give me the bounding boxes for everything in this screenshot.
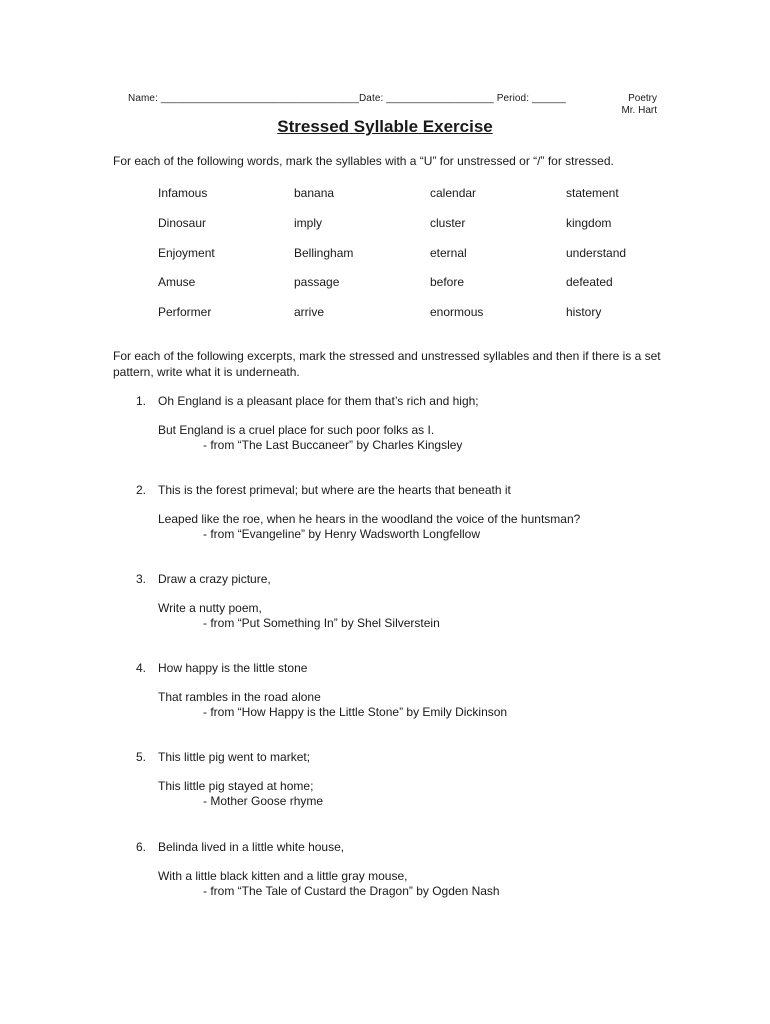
excerpt-line-1: Draw a crazy picture, [158, 572, 271, 586]
word-cell: imply [294, 215, 323, 230]
word-cell: banana [294, 186, 335, 200]
word-cell: statement [566, 186, 619, 200]
excerpt-source: - from “Evangeline” by Henry Wadsworth Longfellow [203, 527, 481, 541]
word-cell: Infamous [158, 186, 208, 200]
excerpt-source: - from “The Tale of Custard the Dragon” by Ogden Nash [203, 884, 500, 898]
course-name: Poetry [628, 93, 657, 104]
word-cell: history [566, 305, 602, 320]
word-cell: Dinosaur [158, 215, 207, 230]
excerpt-line-1: This is the forest primeval; but where are the hearts that beneath it [158, 483, 511, 497]
excerpt-line-1: This little pig went to market; [158, 750, 311, 764]
word-cell: eternal [430, 245, 467, 260]
word-cell: Amuse [158, 275, 196, 290]
word-cell: enormous [430, 305, 484, 320]
excerpt-number: 5. [136, 750, 147, 764]
word-cell: Enjoyment [158, 245, 215, 260]
excerpt-line-2: Write a nutty poem, [158, 601, 262, 615]
excerpt-number: 3. [136, 572, 147, 586]
excerpt-number: 1. [136, 394, 147, 408]
excerpt-number: 2. [136, 483, 147, 497]
word-cell: before [430, 275, 465, 290]
word-cell: cluster [430, 215, 466, 230]
word-cell: passage [294, 275, 340, 290]
excerpt-line-2: That rambles in the road alone [158, 690, 321, 704]
excerpt-line-2: But England is a cruel place for such poor folks as I. [158, 423, 435, 437]
excerpt-line-1: How happy is the little stone [158, 661, 308, 675]
excerpt-number: 6. [136, 840, 147, 854]
excerpt-source: - from “How Happy is the Little Stone” by Emily Dickinson [203, 705, 508, 719]
part1-instructions: For each of the following words, mark the syllables with a “U” for unstressed or “/” for stressed. [113, 154, 614, 168]
teacher-name: Mr. Hart [621, 105, 657, 116]
page-title: Stressed Syllable Exercise [277, 117, 493, 136]
word-cell: kingdom [566, 215, 612, 230]
part2-instructions: For each of the following excerpts, mark the stressed and unstressed syllables and then if there is a set pattern, write what it is underneath. [113, 349, 661, 379]
word-cell: defeated [566, 275, 613, 290]
excerpt-line-2: With a little black kitten and a little gray mouse, [158, 869, 408, 883]
word-cell: calendar [430, 186, 477, 200]
course-info [621, 93, 657, 117]
excerpt-source: - from “Put Something In” by Shel Silverstein [203, 616, 440, 630]
word-cell: understand [566, 245, 627, 260]
excerpt-source: - from “The Last Buccaneer” by Charles Kingsley [203, 438, 463, 452]
word-cell: Bellingham [294, 245, 354, 260]
word-cell: arrive [294, 305, 325, 320]
word-cell: Performer [158, 305, 212, 320]
excerpt-source: - Mother Goose rhyme [203, 794, 324, 808]
excerpt-line-1: Belinda lived in a little white house, [158, 840, 345, 854]
excerpt-number: 4. [136, 661, 147, 675]
name-date-period-line: Name: ___________________________________Date: ___________________ Period: ______ [128, 93, 566, 104]
excerpt-line-2: This little pig stayed at home; [158, 779, 314, 793]
excerpt-line-2: Leaped like the roe, when he hears in the woodland the voice of the huntsman? [158, 512, 581, 526]
excerpt-line-1: Oh England is a pleasant place for them that’s rich and high; [158, 394, 479, 408]
